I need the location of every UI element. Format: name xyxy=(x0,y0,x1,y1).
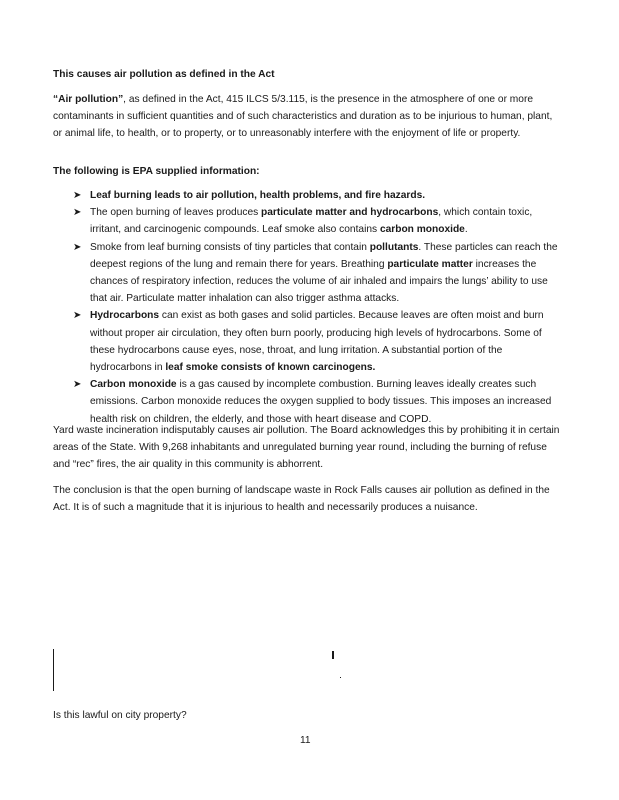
arrow-bullet-icon: ➤ xyxy=(73,379,82,391)
bullet-smoke-particles xyxy=(73,239,563,308)
epa-intro: The following is EPA supplied information: xyxy=(53,166,260,177)
bullet-text: . These particles can reach the deepest regions of the lung and remain there for years. Breathing xyxy=(90,241,558,270)
arrow-bullet-icon: ➤ xyxy=(73,207,82,219)
definition-text: , as defined in the Act, 415 ILCS 5/3.115, is the presence in the atmosphere of one or more contaminants in sufficient quantities and of such characteristics and duration as to be injurious to human, plant, or animal life, to health, or to property, or to unreasonably interfere with the enjoyment of life or property. xyxy=(53,94,553,140)
bullet-text: can exist as both gases and solid particles. Because leaves are often moist and burn without proper air circulation, they often burn poorly, producing high levels of hydrocarbons. Some of these hydrocarbons cause eyes, nose, throat, and lung irritation. A substantial portion of the hydrocarbons in xyxy=(90,310,544,374)
bullet-text: Smoke from leaf burning consists of tiny particles that contain xyxy=(90,241,370,253)
yard-waste-paragraph: Yard waste incineration indisputably causes air pollution. The Board acknowledges this by prohibiting it in certain areas of the State. With 9,268 inhabitants and unregulated burning year round, including the burning of refuse and “rec” fires, the air quality in this community is abhorrent. xyxy=(53,425,560,471)
bullet-bold-text: Hydrocarbons xyxy=(90,310,160,322)
bullet-text: The open burning of leaves produces xyxy=(90,207,262,219)
scan-mark-left xyxy=(53,649,54,691)
bullet-bold-text: carbon monoxide xyxy=(379,224,465,236)
bullet-bold-text: particulate matter xyxy=(387,258,473,270)
bullet-bold-text: Carbon monoxide xyxy=(90,379,177,391)
closing-question: Is this lawful on city property? xyxy=(53,710,187,721)
air-pollution-definition xyxy=(53,91,563,143)
bullet-bold-text: particulate matter and hydrocarbons xyxy=(261,207,439,219)
definition-term: “Air pollution” xyxy=(53,94,124,105)
arrow-bullet-icon: ➤ xyxy=(73,190,82,201)
bullet-bold-text: Leaf burning leads to air pollution, health problems, and fire hazards. xyxy=(90,190,426,201)
bullet-leaf-burning xyxy=(73,187,563,204)
page-number: 11 xyxy=(300,735,311,746)
conclusion-paragraph: The conclusion is that the open burning of landscape waste in Rock Falls causes air pollution as defined in the Act. It is of such a magnitude that it is injurious to health and necessarily produces a nuisance. xyxy=(53,485,550,514)
bullet-text: . xyxy=(464,224,468,236)
arrow-bullet-icon: ➤ xyxy=(73,310,82,322)
section-heading: This causes air pollution as defined in the Act xyxy=(53,69,275,80)
arrow-bullet-icon: ➤ xyxy=(73,241,82,253)
bullet-text: increases the chances of respiratory infection, reduces the volume of air inhaled and impairs the lungs’ ability to use that air. Particulate matter inhalation can also trigger asthma attacks. xyxy=(90,258,548,305)
bullet-carbon-monoxide xyxy=(73,376,563,428)
bullet-text: , which contain toxic, irritant, and carcinogenic compounds. Leaf smoke also contains xyxy=(90,207,533,236)
scan-mark-center xyxy=(332,651,334,659)
bullet-hydrocarbons xyxy=(73,307,563,376)
epa-bullet-list xyxy=(73,187,563,428)
scan-speck xyxy=(340,677,341,678)
bullet-text: is a gas caused by incomplete combustion. Burning leaves ideally creates such emissions. Carbon monoxide reduces the oxygen supplied to body tissues. This imposes an increased health risk on children, the elderly, and those with heart disease and COPD. xyxy=(90,379,552,425)
bullet-bold-text: leaf smoke consists of known carcinogens. xyxy=(165,362,376,374)
bullet-bold-text: pollutants xyxy=(369,241,419,253)
bullet-open-burning xyxy=(73,204,563,238)
